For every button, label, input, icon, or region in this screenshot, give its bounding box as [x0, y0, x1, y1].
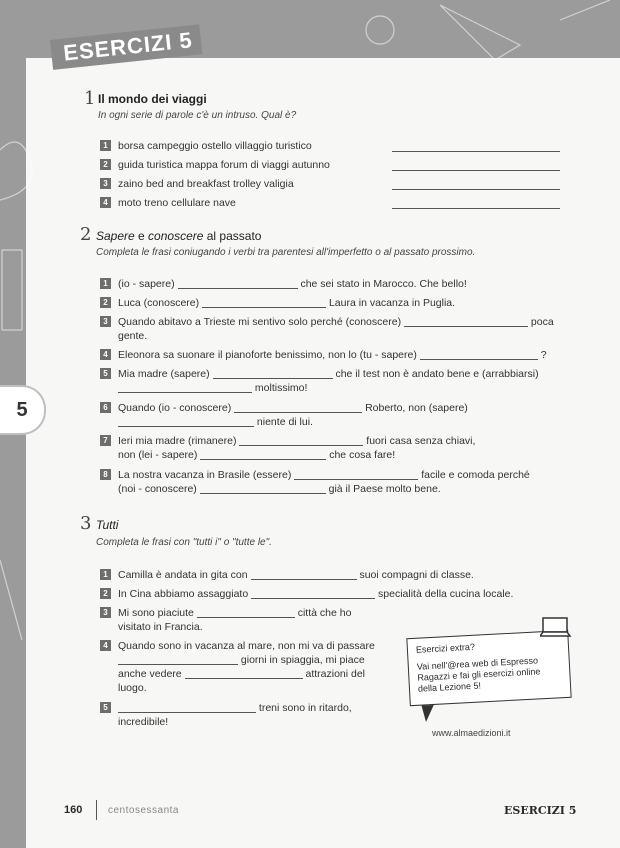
s1-item-4 — [100, 197, 236, 209]
answer-blank[interactable] — [420, 349, 538, 360]
item-text: Roberto, non (sapere) — [365, 402, 468, 414]
item-text: anche vedere — [118, 668, 182, 680]
footer-section-label: ESERCIZI 5 — [504, 804, 577, 817]
answer-line[interactable] — [392, 188, 560, 190]
item-number: 2 — [100, 297, 111, 308]
item-number: 4 — [100, 640, 111, 651]
answer-blank[interactable] — [185, 668, 303, 679]
answer-blank[interactable] — [202, 297, 326, 308]
item-number: 1 — [100, 569, 111, 580]
item-number: 3 — [100, 316, 111, 327]
item-number: 5 — [100, 368, 111, 379]
extra-box-title: Esercizi extra? — [415, 641, 476, 655]
item-number: 3 — [100, 178, 111, 189]
answer-blank[interactable] — [251, 588, 375, 599]
section2-number: 2 — [80, 224, 92, 245]
laptop-icon — [540, 616, 572, 640]
section3-instruction: Completa le frasi con "tutti i" o "tutte le". — [96, 537, 272, 548]
item-number: 1 — [100, 140, 111, 151]
answer-blank[interactable] — [234, 402, 362, 413]
extra-box-text: Vai nell'@rea web di Espresso Ragazzi e fai gli esercizi online della Lezione 5! — [416, 655, 541, 694]
item-number: 4 — [100, 349, 111, 360]
s2-item-6 — [100, 402, 468, 414]
item-text: che cosa fare! — [329, 449, 396, 461]
item-number: 8 — [100, 469, 111, 480]
item-text: treni sono in ritardo, — [258, 702, 352, 714]
item-text: facile e comoda perché — [421, 469, 530, 481]
answer-blank[interactable] — [118, 654, 238, 665]
answer-blank[interactable] — [197, 607, 295, 618]
title-rest: al passato — [203, 229, 262, 243]
item-number: 4 — [100, 197, 111, 208]
item-text: giorni in spiaggia, mi piace — [240, 654, 365, 666]
extra-box-url[interactable]: www.almaedizioni.it — [432, 728, 511, 738]
lesson-tab: 5 — [0, 385, 46, 435]
section1-title: Il mondo dei viaggi — [98, 92, 207, 106]
s3-item-4-cont1 — [118, 654, 365, 666]
item-text: moltissimo! — [254, 382, 308, 394]
s2-item-2 — [100, 297, 455, 309]
s3-item-3 — [100, 607, 351, 619]
item-text: La nostra vacanza in Brasile (essere) — [118, 469, 292, 481]
item-text: In Cina abbiamo assaggiato — [118, 588, 249, 600]
item-number: 1 — [100, 278, 111, 289]
answer-blank[interactable] — [200, 483, 326, 494]
answer-line[interactable] — [392, 150, 560, 152]
extra-exercises-box — [406, 630, 571, 706]
s2-item-3 — [100, 316, 554, 328]
item-number: 5 — [100, 702, 111, 713]
s3-item-1 — [100, 569, 474, 581]
title-word-conoscere: conoscere — [148, 229, 204, 243]
title-conjunction: e — [134, 229, 149, 243]
section1-instruction: In ogni serie di parole c'è un intruso. Qual è? — [98, 110, 297, 121]
answer-blank[interactable] — [118, 416, 254, 427]
item-text: ? — [540, 349, 547, 361]
item-text: suoi compagni di classe. — [359, 569, 474, 581]
page-number: 160 — [64, 804, 83, 816]
item-text: Laura in vacanza in Puglia. — [328, 297, 456, 309]
s2-item-5 — [100, 368, 539, 380]
item-number: 2 — [100, 159, 111, 170]
item-text: Luca (conoscere) — [118, 297, 200, 309]
s2-item-1 — [100, 278, 467, 290]
s3-item-5 — [100, 702, 352, 714]
item-text: zaino bed and breakfast trolley valigia — [118, 178, 294, 190]
page-title: ESERCIZI 5 — [62, 27, 194, 66]
item-text: Camilla è andata in gita con — [118, 569, 248, 581]
s3-item-2 — [100, 588, 513, 600]
item-text: città che ho — [297, 607, 352, 619]
s1-item-3 — [100, 178, 294, 190]
item-number: 2 — [100, 588, 111, 599]
page-number-words: centosessanta — [108, 805, 179, 816]
item-text: già il Paese molto bene. — [328, 483, 441, 495]
item-number: 7 — [100, 435, 111, 446]
item-text: niente di lui. — [256, 416, 313, 428]
answer-blank[interactable] — [294, 469, 418, 480]
answer-blank[interactable] — [178, 278, 298, 289]
item-text: specialità della cucina locale. — [378, 588, 514, 600]
item-text: fuori casa senza chiavi, — [366, 435, 476, 447]
item-text: Ieri mia madre (rimanere) — [118, 435, 237, 447]
item-text: non (lei - sapere) — [118, 449, 198, 461]
item-text: moto treno cellulare nave — [118, 197, 236, 209]
s3-item-4-cont3: luogo. — [118, 682, 147, 694]
item-text: (noi - conoscere) — [118, 483, 197, 495]
item-number: 3 — [100, 607, 111, 618]
s2-item-5-cont — [118, 382, 307, 394]
title-word-sapere: Sapere — [96, 229, 135, 243]
footer-divider — [96, 800, 97, 820]
answer-blank[interactable] — [200, 449, 326, 460]
item-number: 6 — [100, 402, 111, 413]
answer-blank[interactable] — [213, 368, 333, 379]
s3-item-4-cont2 — [118, 668, 365, 680]
item-text: che sei stato in Marocco. Che bello! — [300, 278, 467, 290]
item-text: attrazioni del — [305, 668, 366, 680]
item-text: Mia madre (sapere) — [118, 368, 210, 380]
item-text: (io - sapere) — [118, 278, 175, 290]
item-text: Quando (io - conoscere) — [118, 402, 232, 414]
s2-item-6-cont — [118, 416, 313, 428]
item-text: Eleonora sa suonare il pianoforte benissimo, non lo (tu - sapere) — [118, 349, 417, 361]
s2-item-4 — [100, 349, 547, 361]
s2-item-8 — [100, 469, 530, 481]
item-text: Mi sono piaciute — [118, 607, 194, 619]
section3-title: Tutti — [96, 518, 119, 532]
s3-item-4 — [100, 640, 375, 652]
s3-item-3-cont: visitato in Francia. — [118, 621, 203, 633]
item-text: guida turistica mappa forum di viaggi autunno — [118, 159, 330, 171]
item-text: borsa campeggio ostello villaggio turistico — [118, 140, 312, 152]
s1-item-1 — [100, 140, 312, 152]
s2-item-3-cont: gente. — [118, 330, 148, 342]
s2-item-7-cont — [118, 449, 395, 461]
item-text: Quando sono in vacanza al mare, non mi va di passare — [118, 640, 375, 652]
item-text: che il test non è andato bene e (arrabbiarsi) — [335, 368, 539, 380]
item-text: Quando abitavo a Trieste mi sentivo solo perché (conoscere) — [118, 316, 402, 328]
answer-blank[interactable] — [118, 382, 252, 393]
answer-blank[interactable] — [239, 435, 363, 446]
answer-blank[interactable] — [251, 569, 357, 580]
s2-item-7 — [100, 435, 475, 447]
section1-number: 1 — [84, 88, 96, 109]
s1-item-2 — [100, 159, 330, 171]
answer-blank[interactable] — [118, 702, 256, 713]
section2-instruction: Completa le frasi coniugando i verbi tra parentesi all'imperfetto o al passato prossimo. — [96, 247, 476, 258]
item-text: poca — [530, 316, 554, 328]
answer-line[interactable] — [392, 207, 560, 209]
section3-number: 3 — [80, 513, 92, 534]
s2-item-8-cont — [118, 483, 441, 495]
answer-blank[interactable] — [404, 316, 528, 327]
s3-item-5-cont: incredibile! — [118, 716, 169, 728]
section2-title — [96, 229, 261, 243]
answer-line[interactable] — [392, 169, 560, 171]
